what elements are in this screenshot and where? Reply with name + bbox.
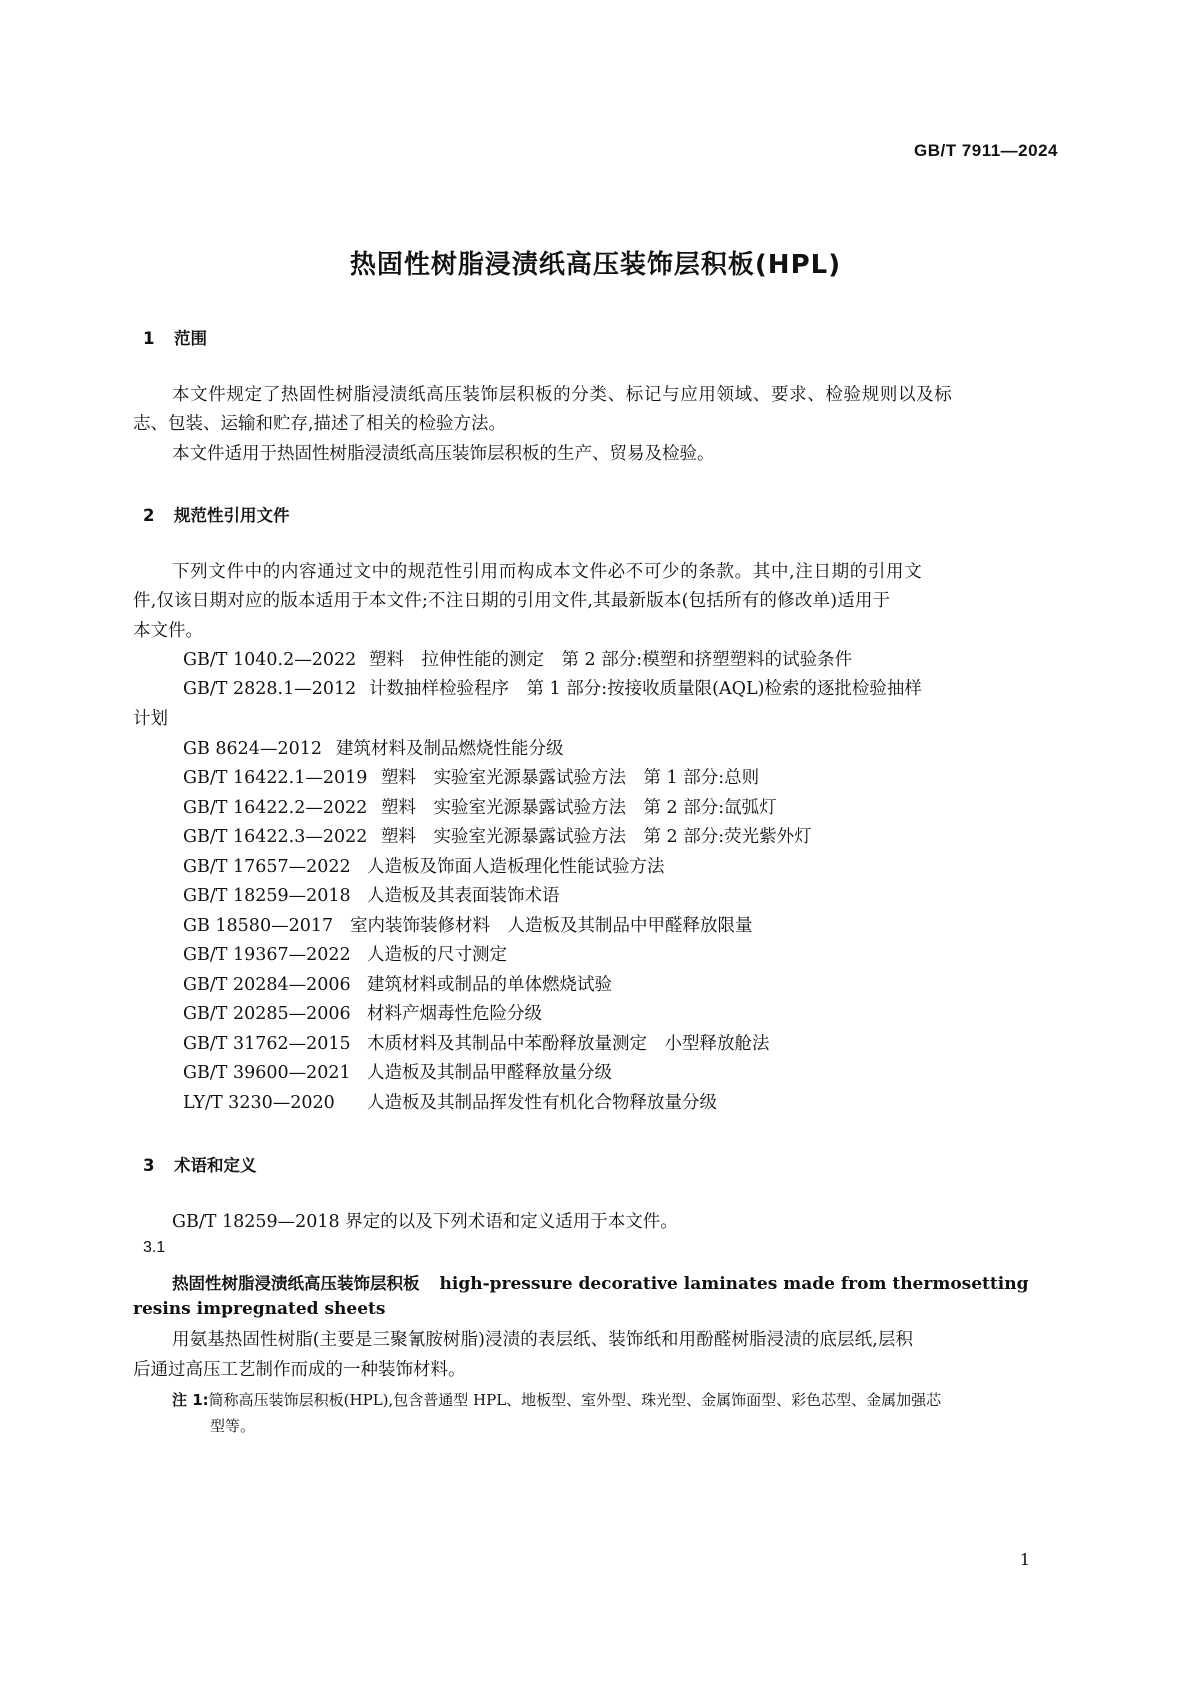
reference-item <box>183 675 922 700</box>
section-2-heading <box>143 502 290 526</box>
reference-title: 人造板及其制品挥发性有机化合物释放量分级 <box>367 1093 717 1113</box>
reference-code: GB/T 1040.2—2022 <box>183 650 357 670</box>
section-3-heading <box>143 1152 257 1176</box>
reference-title: 室内装饰装修材料 人造板及其制品中甲醛释放限量 <box>350 916 753 936</box>
reference-title: 木质材料及其制品中苯酚释放量测定 小型释放舱法 <box>367 1034 770 1054</box>
section-3-title: 术语和定义 <box>174 1156 257 1175</box>
reference-title: 塑料 实验室光源暴露试验方法 第 2 部分:荧光紫外灯 <box>381 827 812 847</box>
reference-code: GB/T 2828.1—2012 <box>183 679 357 699</box>
reference-title: 人造板及其制品甲醛释放量分级 <box>367 1063 612 1083</box>
reference-item <box>183 794 777 819</box>
reference-code: GB/T 16422.1—2019 <box>183 768 368 788</box>
note-text: 简称高压装饰层积板(HPL),包含普通型 HPL、地板型、室外型、珠光型、金属饰面型、彩色芯型、金属加强芯 <box>208 1391 942 1409</box>
section-2-number: 2 <box>143 506 155 525</box>
reference-title: 材料产烟毒性危险分级 <box>367 1004 542 1024</box>
reference-code: GB/T 39600—2021 <box>183 1063 351 1083</box>
section-2-intro-line2: 件,仅该日期对应的版本适用于本文件;不注日期的引用文件,其最新版本(包括所有的修改单)适用于 <box>133 591 891 611</box>
term-number: 3.1 <box>143 1239 166 1256</box>
section-1-number: 1 <box>143 329 155 348</box>
reference-item <box>183 1089 717 1114</box>
section-2-title: 规范性引用文件 <box>174 506 290 525</box>
reference-continuation: 计划 <box>133 709 168 729</box>
reference-title: 塑料 实验室光源暴露试验方法 第 1 部分:总则 <box>381 768 760 788</box>
reference-code: GB/T 31762—2015 <box>183 1034 351 1054</box>
reference-code: GB/T 20285—2006 <box>183 1004 351 1024</box>
reference-code: GB 18580—2017 <box>183 916 334 936</box>
section-3-number: 3 <box>143 1156 155 1175</box>
section-3-intro: GB/T 18259—2018 界定的以及下列术语和定义适用于本文件。 <box>172 1212 678 1232</box>
reference-title: 塑料 实验室光源暴露试验方法 第 2 部分:氙弧灯 <box>381 798 777 818</box>
term-chinese: 热固性树脂浸渍纸高压装饰层积板 <box>172 1274 420 1293</box>
reference-item <box>183 646 852 671</box>
reference-title: 人造板及其表面装饰术语 <box>367 886 560 906</box>
reference-title: 计数抽样检验程序 第 1 部分:按接收质量限(AQL)检索的逐批检验抽样 <box>369 679 922 699</box>
section-1-heading <box>143 325 207 349</box>
term-definition-line2: 后通过高压工艺制作而成的一种装饰材料。 <box>133 1360 466 1380</box>
reference-code: GB 8624—2012 <box>183 739 322 759</box>
reference-item <box>183 1000 542 1025</box>
note-line1 <box>172 1389 941 1410</box>
reference-code: GB/T 19367—2022 <box>183 945 351 965</box>
reference-item <box>183 735 564 760</box>
section-1-para1-line1: 本文件规定了热固性树脂浸渍纸高压装饰层积板的分类、标记与应用领域、要求、检验规则以及标 <box>172 385 953 405</box>
reference-item <box>183 853 665 878</box>
reference-title: 塑料 拉伸性能的测定 第 2 部分:模塑和挤塑塑料的试验条件 <box>369 650 853 670</box>
section-2-intro-line1: 下列文件中的内容通过文中的规范性引用而构成本文件必不可少的条款。其中,注日期的引用文 <box>172 562 923 582</box>
term-definition-line1: 用氨基热固性树脂(主要是三聚氰胺树脂)浸渍的表层纸、装饰纸和用酚醛树脂浸渍的底层纸,层积 <box>172 1330 914 1350</box>
reference-item <box>183 823 812 848</box>
section-1-title: 范围 <box>174 329 207 348</box>
section-1-para1-line2: 志、包装、运输和贮存,描述了相关的检验方法。 <box>133 414 507 434</box>
reference-title: 建筑材料及制品燃烧性能分级 <box>336 739 564 759</box>
page-number: 1 <box>1019 1550 1030 1569</box>
reference-code: GB/T 18259—2018 <box>183 886 351 906</box>
reference-title: 人造板及饰面人造板理化性能试验方法 <box>367 857 665 877</box>
section-1-para2: 本文件适用于热固性树脂浸渍纸高压装饰层积板的生产、贸易及检验。 <box>172 444 715 464</box>
term-english-line2: resins impregnated sheets <box>133 1299 386 1319</box>
reference-code: GB/T 16422.3—2022 <box>183 827 368 847</box>
reference-item <box>183 971 612 996</box>
note-line2: 型等。 <box>210 1417 256 1435</box>
reference-item <box>183 882 560 907</box>
section-2-intro-line3: 本文件。 <box>133 621 203 641</box>
reference-item <box>183 1030 770 1055</box>
reference-item <box>183 1059 612 1084</box>
reference-title: 建筑材料或制品的单体燃烧试验 <box>367 975 612 995</box>
reference-title: 人造板的尺寸测定 <box>367 945 507 965</box>
reference-item <box>183 941 507 966</box>
term-heading-line1 <box>172 1270 1028 1294</box>
reference-code: GB/T 16422.2—2022 <box>183 798 368 818</box>
term-english-line1: high-pressure decorative laminates made from thermosetting <box>439 1274 1029 1294</box>
reference-item <box>183 912 753 937</box>
document-number: GB/T 7911—2024 <box>913 141 1058 160</box>
reference-code: GB/T 20284—2006 <box>183 975 351 995</box>
reference-code: GB/T 17657—2022 <box>183 857 351 877</box>
reference-code: LY/T 3230—2020 <box>183 1093 335 1113</box>
page-title: 热固性树脂浸渍纸高压装饰层积板(HPL) <box>349 250 842 280</box>
reference-item <box>183 764 759 789</box>
note-label: 注 1: <box>172 1391 209 1409</box>
